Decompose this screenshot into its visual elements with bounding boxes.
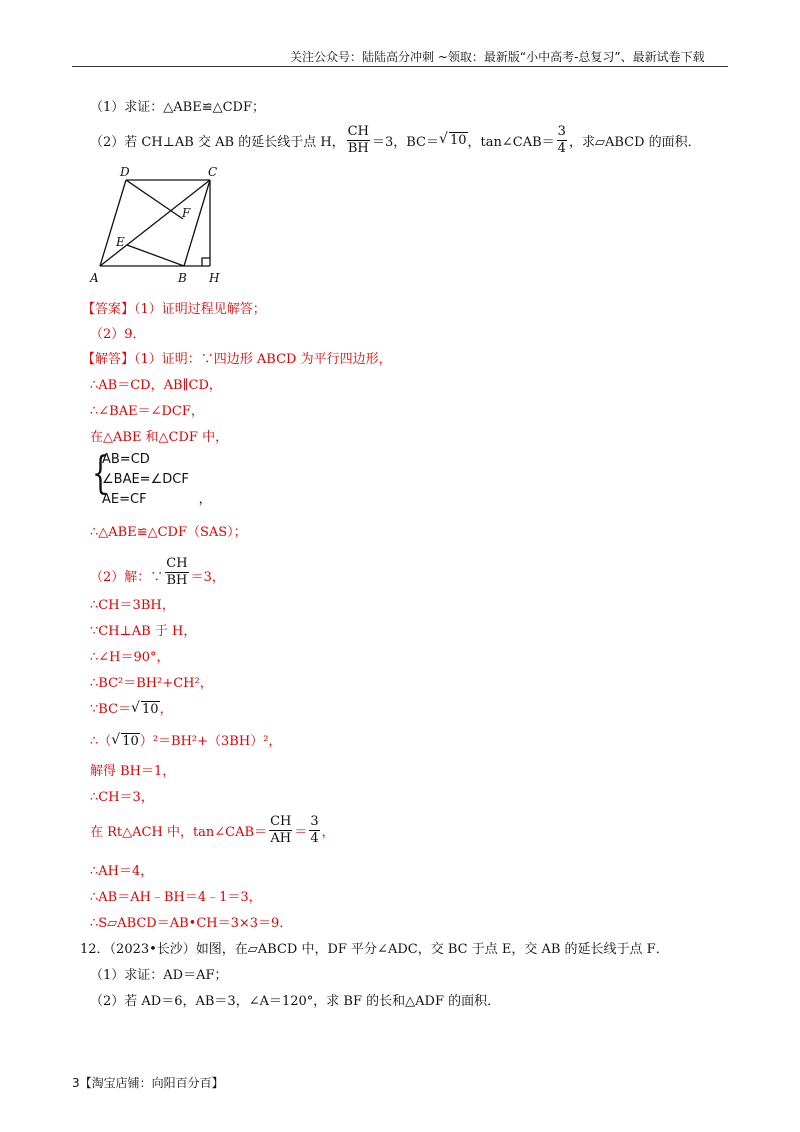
solution-s17: ∴AB＝AH﹣BH＝4﹣1＝3， — [90, 890, 262, 905]
solution-s1: 【解答】（1）证明：∵四边形 ABCD 为平行四边形， — [82, 352, 392, 367]
solution-s5: ∴△ABE≌△CDF（SAS）； — [90, 525, 247, 540]
q11-part2-mid1: ＝3，BC＝ — [371, 134, 439, 150]
diagonal-ac — [100, 180, 210, 266]
solution-s10: ∴BC²＝BH²+CH²， — [90, 676, 213, 691]
frac-numerator: CH — [347, 123, 369, 139]
solution-s12-sqrt — [111, 734, 140, 749]
solution-s6-fraction — [165, 556, 188, 589]
q12-line3: （2）若 AD＝6，AB＝3，∠A＝120°，求 BF 的长和△ADF 的面积． — [90, 994, 501, 1009]
segment-ad — [100, 180, 126, 266]
label-c: C — [208, 165, 218, 179]
frac-denominator: AH — [270, 830, 292, 846]
radicand: 10 — [142, 702, 159, 717]
solution-s15-fraction-ch-ah — [269, 814, 292, 847]
frac-denominator: BH — [347, 140, 369, 156]
frac-numerator: 3 — [557, 123, 566, 139]
q12-line1: 12．（2023•长沙）如图，在▱ABCD 中，DF 平分∠ADC，交 BC 于点 E，交 AB 的延长线于点 F． — [80, 942, 669, 957]
radicand: 10 — [122, 734, 139, 749]
solution-s15-post: ， — [321, 824, 335, 840]
q11-fraction-ch-bh — [347, 124, 370, 157]
solution-s15-eq: ＝ — [294, 824, 308, 840]
condition-2: ∠BAE=∠DCF — [102, 472, 189, 487]
frac-numerator: 3 — [310, 813, 319, 829]
solution-s7: ∴CH＝3BH， — [90, 598, 175, 613]
frac-denominator: 4 — [310, 830, 319, 846]
solution-s12 — [90, 730, 281, 749]
solution-s9: ∴∠H＝90°， — [90, 650, 170, 665]
parallelogram-figure — [88, 162, 228, 290]
solution-s15-fraction-3-4 — [309, 814, 319, 847]
solution-s8: ∵CH⊥AB 于 H， — [90, 624, 197, 639]
solution-s13: 解得 BH＝1， — [90, 764, 176, 779]
solution-s15 — [90, 810, 335, 850]
solution-s18: ∴S▱ABCD＝AB•CH＝3×3＝9． — [90, 916, 293, 931]
solution-s3: ∴∠BAE＝∠DCF， — [90, 404, 204, 419]
header-text: 关注公众号：陆陆高分冲刺 ~领取：最新版“小中高考-总复习”、最新试卷下载 — [290, 50, 705, 64]
q11-part2-post: ，求▱ABCD 的面积． — [568, 134, 701, 150]
answer-line1: 【答案】（1）证明过程见解答； — [82, 302, 266, 317]
frac-numerator: CH — [166, 556, 188, 571]
q11-part1: （1）求证：△ABE≌△CDF； — [90, 100, 265, 115]
label-d: D — [120, 165, 130, 179]
solution-s6-post: ＝3， — [190, 570, 225, 585]
q11-fraction-3-4 — [557, 124, 567, 157]
solution-s16: ∴AH＝4， — [90, 864, 154, 879]
condition-3-text: AE=CF — [102, 492, 147, 507]
radical-sign-icon: √ — [111, 732, 121, 748]
answer-line2: （2）9． — [90, 327, 146, 342]
footer-text: 3【淘宝店铺：向阳百分百】 — [72, 1076, 224, 1090]
frac-denominator: 4 — [557, 140, 566, 156]
radicand: 10 — [449, 132, 467, 148]
radical-sign-icon: √ — [438, 130, 448, 147]
solution-s11-pre: ∵BC＝ — [90, 702, 132, 717]
segment-cb — [184, 180, 210, 266]
solution-s15-pre: 在 Rt△ACH 中，tan∠CAB＝ — [90, 824, 268, 840]
condition-comma: ， — [198, 492, 212, 507]
frac-numerator: CH — [270, 813, 292, 829]
q11-part2-pre: （2）若 CH⊥AB 交 AB 的延长线于点 H， — [90, 134, 345, 150]
condition-1: AB=CD — [102, 452, 150, 467]
label-f: F — [182, 206, 191, 220]
condition-3 — [102, 490, 212, 510]
q12-line2: （1）求证：AD＝AF； — [90, 968, 228, 983]
solution-s12-pre: ∴（ — [90, 734, 112, 749]
solution-s11 — [90, 698, 173, 717]
right-angle-mark — [202, 258, 210, 266]
solution-s11-post: ， — [159, 702, 173, 717]
q11-part2-mid2: ，tan∠CAB＝ — [467, 134, 555, 150]
segment-df — [126, 180, 183, 219]
label-e: E — [116, 235, 125, 249]
q11-part2 — [90, 120, 701, 160]
radical-sign-icon: √ — [131, 700, 140, 716]
solution-s6 — [90, 545, 225, 588]
solution-s2: ∴AB＝CD，AB∥CD， — [90, 378, 222, 393]
header-rule — [72, 66, 728, 67]
label-b: B — [178, 271, 187, 285]
solution-s6-pre: （2）解：∵ — [90, 570, 164, 585]
q11-sqrt — [438, 130, 468, 148]
solution-s12-post: ）²＝BH²+（3BH）²， — [139, 734, 282, 749]
left-brace: { — [92, 448, 109, 499]
frac-denominator: BH — [166, 573, 188, 588]
label-h: H — [209, 271, 220, 285]
segment-eb — [127, 245, 184, 266]
solution-s11-sqrt — [131, 702, 160, 717]
label-a: A — [90, 271, 99, 285]
solution-s14: ∴CH＝3， — [90, 790, 154, 805]
solution-s4: 在△ABE 和△CDF 中， — [90, 430, 229, 445]
